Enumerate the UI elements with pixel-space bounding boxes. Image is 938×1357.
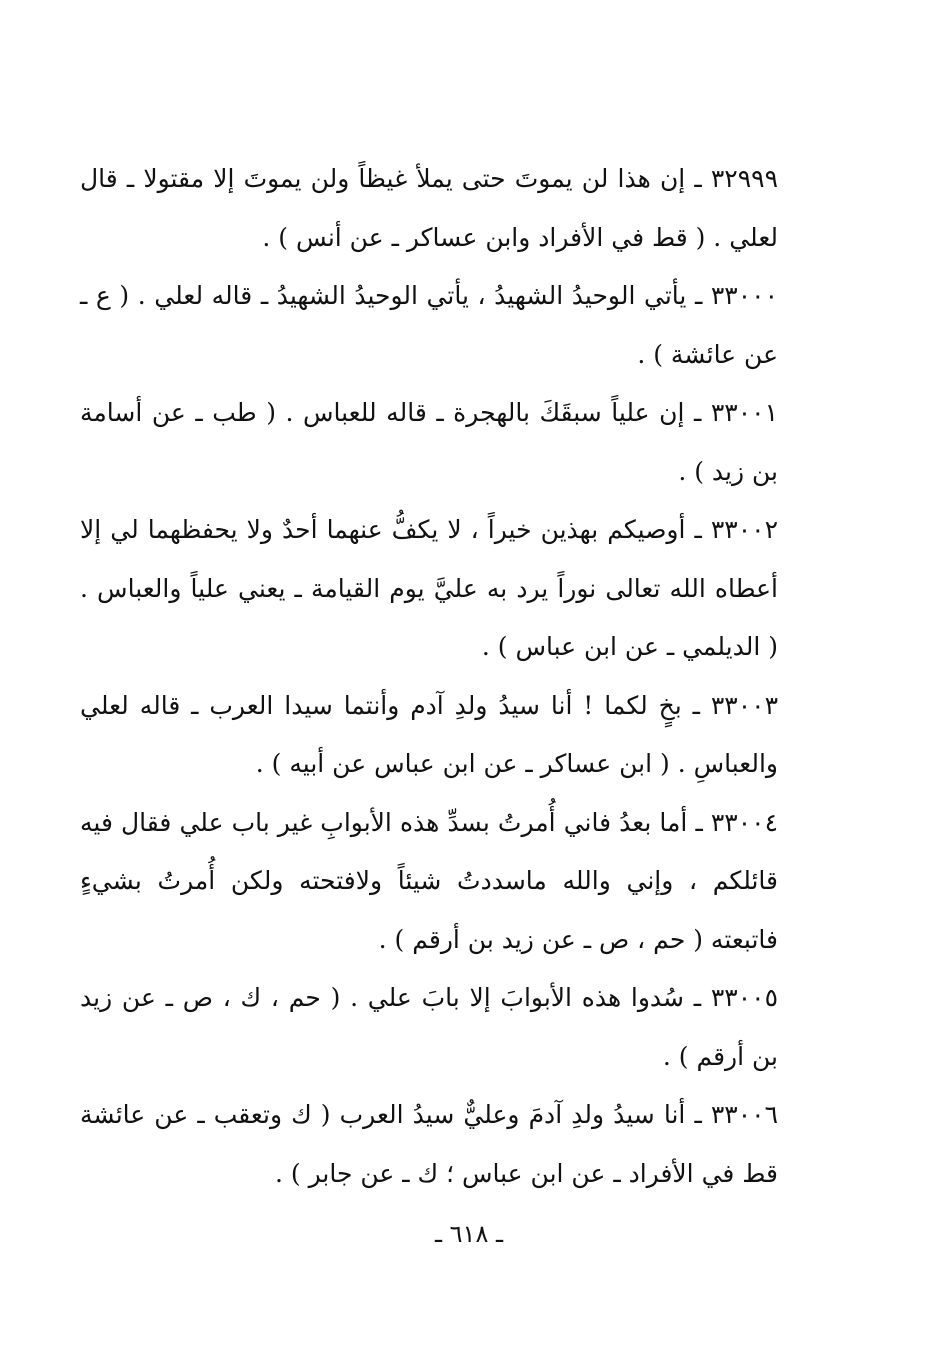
dash-separator: ـ (681, 690, 711, 720)
dash-separator: ـ (687, 807, 711, 837)
hadith-number: ٣٣٠٠١ (710, 398, 778, 427)
page-number: ـ ٦١٨ ـ (434, 1220, 503, 1248)
hadith-entry (80, 150, 778, 267)
hadith-text: يأتي الوحيدُ الشهيدُ ، يأتي الوحيدُ الشهيدُ ـ قاله لعلي . ( ع ـ عن عائشة ) . (80, 281, 778, 369)
hadith-text: سُدوا هذه الأبوابَ إلا بابَ علي . ( حم ، ك ، ص ـ عن زيد بن أرقم ) . (80, 983, 778, 1071)
dash-separator: ـ (686, 281, 711, 310)
hadith-entry (80, 677, 778, 794)
hadith-number: ٣٣٠٠٢ (710, 515, 779, 544)
hadith-number: ٣٣٠٠٤ (710, 807, 778, 837)
hadith-entry (80, 1086, 778, 1203)
dash-separator: ـ (685, 1100, 711, 1129)
dash-separator: ـ (685, 515, 711, 544)
hadith-text: أوصيكم بهذين خيراً ، لا يكفُّ عنهما أحدٌ ولا يحفظهما لي إلا أعطاه الله تعالى نوراً يرد به عليَّ يوم القيامة ـ يعني علياً والعباس . ( الديلمي ـ عن ابن عباس ) . (80, 515, 779, 661)
hadith-text: بخٍ لكما ! أنا سيدُ ولدِ آدم وأنتما سيدا العرب ـ قاله لعلي والعباسِ . ( ابن عساكر ـ عن ابن عباس عن أبيه ) . (80, 690, 778, 778)
dash-separator: ـ (684, 983, 711, 1012)
hadith-number: ٣٢٩٩٩ (710, 164, 778, 193)
hadith-number: ٣٣٠٠٥ (710, 983, 778, 1012)
hadith-number: ٣٣٠٠٣ (710, 690, 778, 720)
dash-separator: ـ (685, 164, 711, 193)
hadith-text: إن علياً سبقَكَ بالهجرة ـ قاله للعباس . ( طب ـ عن أسامة بن زيد ) . (80, 398, 778, 486)
hadith-number: ٣٣٠٠٦ (710, 1100, 779, 1129)
hadith-entry (80, 794, 778, 970)
hadith-number: ٣٣٠٠٠ (710, 281, 778, 310)
hadith-entry (80, 267, 778, 384)
dash-separator: ـ (684, 398, 711, 427)
hadith-entry (80, 969, 778, 1086)
hadith-text: إن هذا لن يموتَ حتى يملأ غيظاً ولن يموتَ إلا مقتولا ـ قال لعلي . ( قط في الأفراد وابن عساكر ـ عن أنس ) . (80, 164, 778, 252)
hadith-text: أما بعدُ فاني أُمرتُ بسدِّ هذه الأبوابِ غير باب علي فقال فيه قائلكم ، وإني والله ماسددتُ شيئاً ولافتحته ولكن أُمرتُ بشيءٍ فاتبعته ( حم ، ص ـ عن زيد بن أرقم ) . (80, 807, 778, 954)
hadith-entry (80, 501, 778, 677)
hadith-list (80, 150, 778, 1203)
hadith-entry (80, 384, 778, 501)
hadith-text: أنا سيدُ ولدِ آدمَ وعليٌّ سيدُ العرب ( ك وتعقب ـ عن عائشة قط في الأفراد ـ عن ابن عباس ؛ ك ـ عن جابر ) . (80, 1100, 778, 1188)
